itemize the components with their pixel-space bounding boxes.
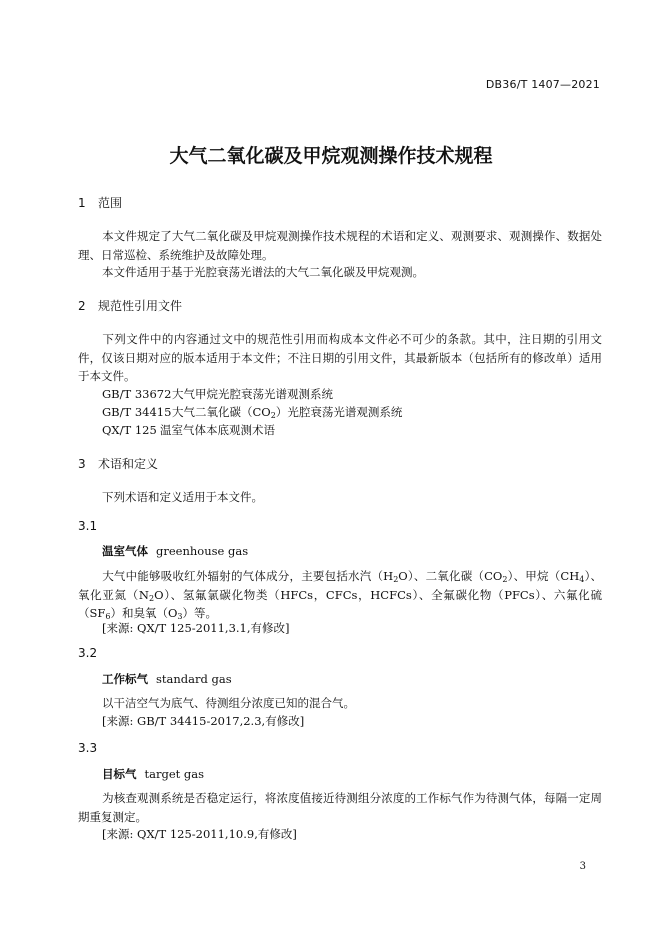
- term-zh: 工作标气: [102, 672, 148, 686]
- term-source: [来源: GB/T 34415-2017,2.3,有修改]: [102, 714, 305, 728]
- term-source: [来源: QX/T 125-2011,10.9,有修改]: [102, 827, 297, 841]
- section-title: 范围: [98, 196, 123, 210]
- scope-paragraph-1: 本文件规定了大气二氧化碳及甲烷观测操作技术规程的术语和定义、观测要求、观测操作、数据处理、日常巡检、系统维护及故障处理。: [78, 229, 602, 262]
- reference-item: GB/T 34415大气二氧化碳$(CO_2)$光腔衰荡光谱观测系统: [102, 405, 403, 420]
- document-title: 大气二氧化碳及甲烷观测操作技术规程: [169, 145, 493, 167]
- term-definition: 为核查观测系统是否稳定运行，将浓度值接近待测组分浓度的工作标气作为待测气体，每隔一定周期重复测定。: [78, 791, 602, 824]
- section-title: 规范性引用文件: [98, 299, 183, 313]
- term-heading: [102, 671, 232, 687]
- section-3-heading: [78, 455, 158, 472]
- standard-number: DB36/T 1407—2021: [485, 78, 600, 91]
- term-heading: [102, 543, 248, 559]
- term-en: standard gas: [156, 672, 232, 686]
- term-number: 3.1: [78, 519, 98, 533]
- section-number: 2: [78, 299, 86, 313]
- term-number: 3.2: [78, 646, 98, 660]
- term-zh: 目标气: [102, 767, 137, 781]
- section-1-heading: [78, 194, 122, 211]
- section-title: 术语和定义: [98, 457, 159, 471]
- section-2-heading: [78, 297, 182, 314]
- normative-paragraph: 下列文件中的内容通过文中的规范性引用而构成本文件必不可少的条款。其中，注日期的引用文件，仅该日期对应的版本适用于本文件；不注日期的引用文件，其最新版本（包括所有的修改单）适用于本文件。: [78, 332, 602, 383]
- reference-item: GB/T 33672大气甲烷光腔衰荡光谱观测系统: [102, 387, 333, 401]
- term-heading: [102, 766, 204, 782]
- term-en: greenhouse gas: [156, 544, 249, 558]
- scope-paragraph-2: 本文件适用于基于光腔衰荡光谱法的大气二氧化碳及甲烷观测。: [102, 265, 424, 279]
- page-number: 3: [579, 861, 586, 872]
- term-zh: 温室气体: [102, 544, 148, 558]
- terms-intro: 下列术语和定义适用于本文件。: [102, 490, 263, 504]
- term-source: [来源: QX/T 125-2011,3.1,有修改]: [102, 621, 290, 635]
- section-number: 1: [78, 196, 86, 210]
- term-number: 3.3: [78, 741, 98, 755]
- term-definition: 大气中能够吸收红外辐射的气体成分，主要包括水汽$(H_2O)$、二氧化碳$(CO_2)$、甲烷$(CH_4)$、氧化亚氮$(N_2O)$、氢氟氯碳化物类（HFCs，CFCs，HCFCs）、全氟碳化物（PFCs）、六氟化硫$(SF_6)$和臭氧$(O_3)$等。: [78, 569, 603, 621]
- term-en: target gas: [144, 767, 205, 781]
- term-definition: 以干洁空气为底气、待测组分浓度已知的混合气。: [102, 696, 355, 710]
- section-number: 3: [78, 457, 86, 471]
- reference-item: QX/T 125 温室气体本底观测术语: [102, 423, 275, 437]
